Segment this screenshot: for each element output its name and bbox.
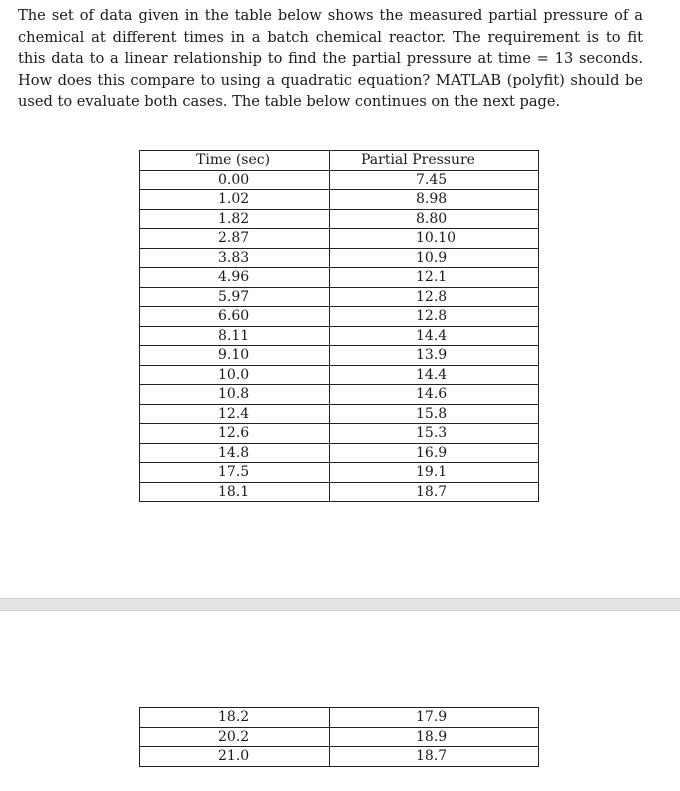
time-cell: 1.02 [140, 190, 330, 210]
pressure-cell: 17.9 [330, 708, 539, 728]
pressure-cell: 8.80 [330, 209, 539, 229]
pressure-cell: 12.8 [330, 307, 539, 327]
time-cell: 18.2 [140, 708, 330, 728]
pressure-table-page-2 [139, 707, 539, 767]
table-row [140, 268, 539, 288]
table-row [140, 365, 539, 385]
table-row [140, 727, 539, 747]
pressure-cell: 7.45 [330, 170, 539, 190]
pressure-cell: 15.8 [330, 404, 539, 424]
page-break-divider [0, 598, 680, 611]
table-row [140, 248, 539, 268]
time-cell: 10.0 [140, 365, 330, 385]
pressure-cell: 18.9 [330, 727, 539, 747]
time-cell: 8.11 [140, 326, 330, 346]
table-row [140, 385, 539, 405]
pressure-cell: 16.9 [330, 443, 539, 463]
table-row [140, 326, 539, 346]
pressure-cell: 12.1 [330, 268, 539, 288]
time-cell: 21.0 [140, 747, 330, 767]
table-row [140, 424, 539, 444]
time-cell: 18.1 [140, 482, 330, 502]
table-row [140, 307, 539, 327]
time-cell: 17.5 [140, 463, 330, 483]
problem-statement: The set of data given in the table below shows the measured partial pressure of a chemical at different times in a batch chemical reactor. The requirement is to fit this data to a linear relationship to find the partial pressure at time = 13 seconds. How does this compare to using a quadratic equation? MATLAB (polyfit) should be used to evaluate both cases. The table below continues on the next page. [18, 7, 643, 111]
pressure-cell: 10.10 [330, 229, 539, 249]
table-row [140, 404, 539, 424]
table-row [140, 170, 539, 190]
table-row [140, 708, 539, 728]
pressure-cell: 19.1 [330, 463, 539, 483]
time-cell: 1.82 [140, 209, 330, 229]
table-row [140, 346, 539, 366]
time-cell: 2.87 [140, 229, 330, 249]
column-header-time: Time (sec) [140, 151, 330, 171]
table-row [140, 463, 539, 483]
time-cell: 10.8 [140, 385, 330, 405]
pressure-cell: 15.3 [330, 424, 539, 444]
table-row [140, 747, 539, 767]
table-row [140, 190, 539, 210]
pressure-cell: 14.4 [330, 365, 539, 385]
time-cell: 9.10 [140, 346, 330, 366]
time-cell: 4.96 [140, 268, 330, 288]
pressure-cell: 10.9 [330, 248, 539, 268]
time-cell: 5.97 [140, 287, 330, 307]
table-row [140, 482, 539, 502]
table-row [140, 443, 539, 463]
column-header-pressure: Partial Pressure [330, 151, 539, 171]
time-cell: 20.2 [140, 727, 330, 747]
pressure-table-page-1 [139, 150, 539, 502]
time-cell: 12.4 [140, 404, 330, 424]
pressure-cell: 14.6 [330, 385, 539, 405]
pressure-cell: 13.9 [330, 346, 539, 366]
table-row [140, 287, 539, 307]
table-row [140, 209, 539, 229]
pressure-cell: 18.7 [330, 747, 539, 767]
pressure-cell: 8.98 [330, 190, 539, 210]
time-cell: 14.8 [140, 443, 330, 463]
table-row [140, 229, 539, 249]
pressure-cell: 14.4 [330, 326, 539, 346]
time-cell: 3.83 [140, 248, 330, 268]
time-cell: 0.00 [140, 170, 330, 190]
pressure-cell: 18.7 [330, 482, 539, 502]
pressure-cell: 12.8 [330, 287, 539, 307]
time-cell: 6.60 [140, 307, 330, 327]
time-cell: 12.6 [140, 424, 330, 444]
table-header-row [140, 151, 539, 171]
